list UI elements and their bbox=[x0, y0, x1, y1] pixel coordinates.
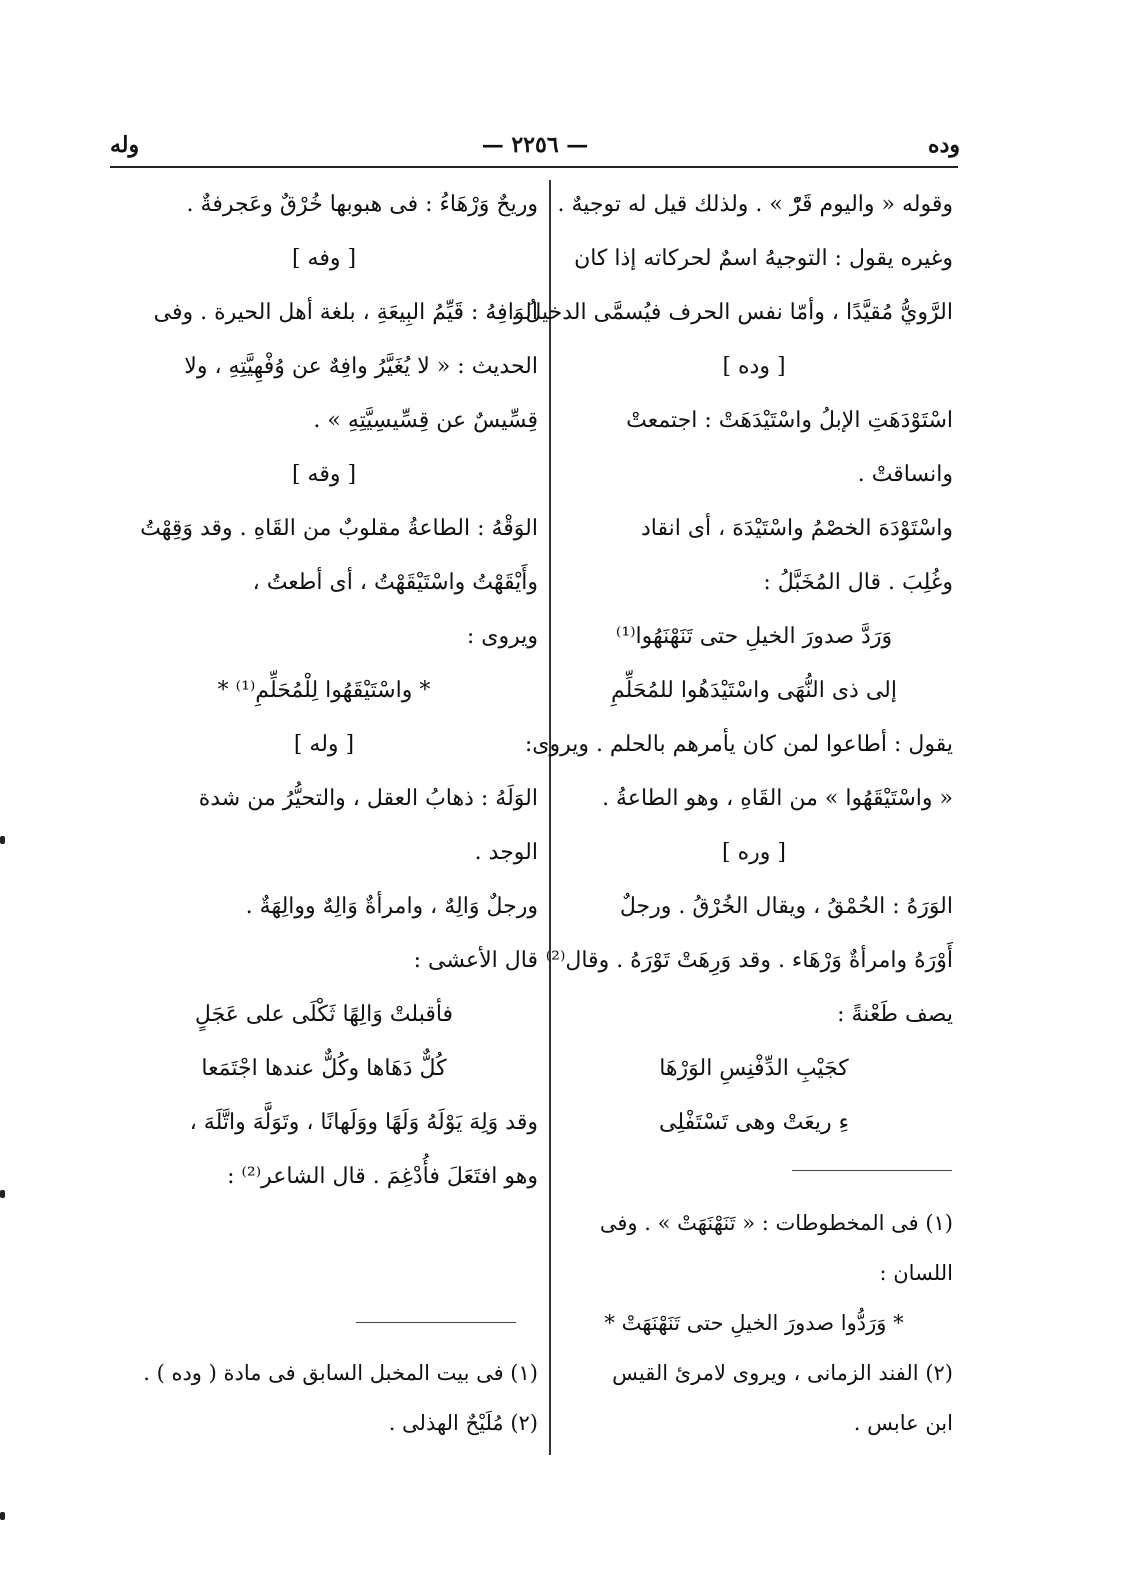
verse-line: وَرَدَّ صدورَ الخيلِ حتى تَنَهْنَهُوا⁽¹⁾ bbox=[615, 624, 893, 649]
footnote-line: (١) فى بيت المخبل السابق فى مادة ( وده ) . bbox=[143, 1361, 538, 1385]
footnote-line: * وَرَدُّوا صدورَ الخيلِ حتى تَنَهْنَهَتْ * bbox=[604, 1311, 904, 1335]
text-line: قال الأعشى : bbox=[413, 948, 538, 973]
edge-mark bbox=[0, 1190, 5, 1198]
verse-line: إلى ذى النُّهَى واسْتَيْدَهُوا للمُحَلِّمِ bbox=[611, 678, 897, 703]
footnote-line: (٢) الفند الزمانى ، ويروى لامرئ القيس bbox=[612, 1361, 953, 1385]
column-divider bbox=[549, 180, 551, 1455]
footnotes bbox=[110, 1348, 538, 1448]
header-left-keyword: وله bbox=[110, 132, 140, 158]
text-line: وقوله « واليوم قَرّْ » . ولذلك قيل له توجيهٌ . bbox=[557, 192, 953, 217]
text-line: قِسِّيسٌ عن قِسِّيسِيَّتِهِ » . bbox=[313, 408, 538, 433]
text-line: الوَافِهُ : قَيِّمُ البِيعَةِ ، بلغة أهل الحيرة . وفى bbox=[153, 300, 538, 325]
footnote-line: ابن عابس . bbox=[853, 1411, 953, 1435]
entry-heading: [ وقه ] bbox=[291, 462, 357, 487]
edge-mark bbox=[0, 1512, 5, 1520]
text-line: اسْتَوْدَهَتِ الإبلُ واسْتَيْدَهَتْ : اجتمعتْ bbox=[626, 408, 953, 433]
page-number: — ٢٢٥٦ — bbox=[481, 132, 589, 158]
verse-line: فأقبلتْ وَالِهًا ثَكْلَى على عَجَلٍ bbox=[194, 1002, 454, 1027]
text-line: واسْتَوْدَهَ الخصْمُ واسْتَيْدَهَ ، أى انقاد bbox=[640, 516, 953, 541]
text-line: الوَلَهُ : ذهابُ العقل ، والتحيُّرُ من شدة bbox=[198, 786, 538, 811]
text-line: ورجلٌ وَالِهٌ ، وامرأةٌ وَالِهٌ ووالِهَةٌ . bbox=[245, 894, 538, 919]
entry-heading: [ وره ] bbox=[722, 840, 786, 865]
page-header bbox=[110, 132, 960, 168]
header-rule bbox=[110, 166, 958, 168]
edge-mark bbox=[0, 836, 5, 844]
footnote-rule bbox=[356, 1322, 516, 1323]
text-line: وأَيْقَهْتُ واسْتَيْقَهْتُ ، أى أطعتُ ، bbox=[252, 570, 538, 595]
text-line: الحديث : « لا يُغَيَّرُ وافِهٌ عن وُفْهِيَّتِهِ ، ولا bbox=[184, 354, 538, 379]
footnote-rule bbox=[792, 1170, 952, 1171]
entry-heading: [ وله ] bbox=[293, 732, 355, 757]
verse-line: كُلٌّ دَهَاها وكُلٌّ عندها اجْتَمَعا bbox=[201, 1056, 447, 1081]
verse-line: ءِ ريعَتْ وهى تَسْتَفْلِى bbox=[659, 1110, 849, 1135]
text-line: وقد وَلِهَ يَوْلَهُ وَلَهًا ووَلَهانًا ، وتَوَلَّهَ واتَّلَهَ ، bbox=[189, 1110, 538, 1135]
text-line: الوَقْهُ : الطاعةُ مقلوبٌ من القَاهِ . وقد وَقِهْتُ bbox=[140, 516, 538, 541]
right-column bbox=[511, 178, 953, 1478]
text-line: وانساقتْ . bbox=[857, 462, 953, 487]
footnotes bbox=[555, 1198, 953, 1448]
text-line: الوجد . bbox=[474, 840, 538, 865]
header-right-keyword: وده bbox=[928, 132, 960, 158]
footnote-line: (١) فى المخطوطات : « تَنَهْنَهَتْ » . وفى bbox=[599, 1211, 953, 1235]
text-line: يصف طَعْنةً : bbox=[837, 1002, 953, 1027]
text-line: وغُلِبَ . قال المُخَبَّلُ : bbox=[763, 570, 953, 595]
footnote-line: اللسان : bbox=[879, 1261, 953, 1285]
text-line: يقول : أطاعوا لمن كان يأمرهم بالحلم . ويروى: bbox=[524, 732, 953, 757]
text-line: أَوْرَهُ وامرأةٌ وَرْهَاء . وقد وَرِهَتْ تَوْرَهُ . وقال⁽²⁾ bbox=[545, 948, 953, 973]
verse-line: كجَيْبِ الدِّفْنِسِ الوَرْهَا bbox=[659, 1056, 849, 1081]
footnote-line: (٢) مُلَيْحٌ الهذلى . bbox=[388, 1411, 538, 1435]
left-column bbox=[110, 178, 538, 1478]
entry-heading: [ وفه ] bbox=[291, 246, 357, 271]
text-line: وريحٌ وَرْهَاءُ : فى هبوبها خُرْقٌ وعَجرفةٌ . bbox=[186, 192, 538, 217]
text-line: الوَرَهُ : الحُمْقُ ، ويقال الخُرْقُ . ورجلٌ bbox=[619, 894, 953, 919]
text-line: وهو افتَعَلَ فأُدْغِمَ . قال الشاعر⁽²⁾ : bbox=[227, 1164, 538, 1189]
text-line: « واسْتَيْقَهُوا » من القَاهِ ، وهو الطاعةُ . bbox=[602, 786, 953, 811]
text-line: ويروى : bbox=[466, 624, 538, 649]
text-line: الرَّويُّ مُقيَّدًا ، وأمّا نفس الحرف فيُسمَّى الدخيلُ . bbox=[511, 300, 953, 325]
verse-line: * واسْتَيْقَهُوا لِلْمُحَلِّمِ⁽¹⁾ * bbox=[217, 678, 431, 703]
text-line: وغيره يقول : التوجيهُ اسمٌ لحركاته إذا كان bbox=[574, 246, 953, 271]
entry-heading: [ وده ] bbox=[722, 354, 786, 379]
